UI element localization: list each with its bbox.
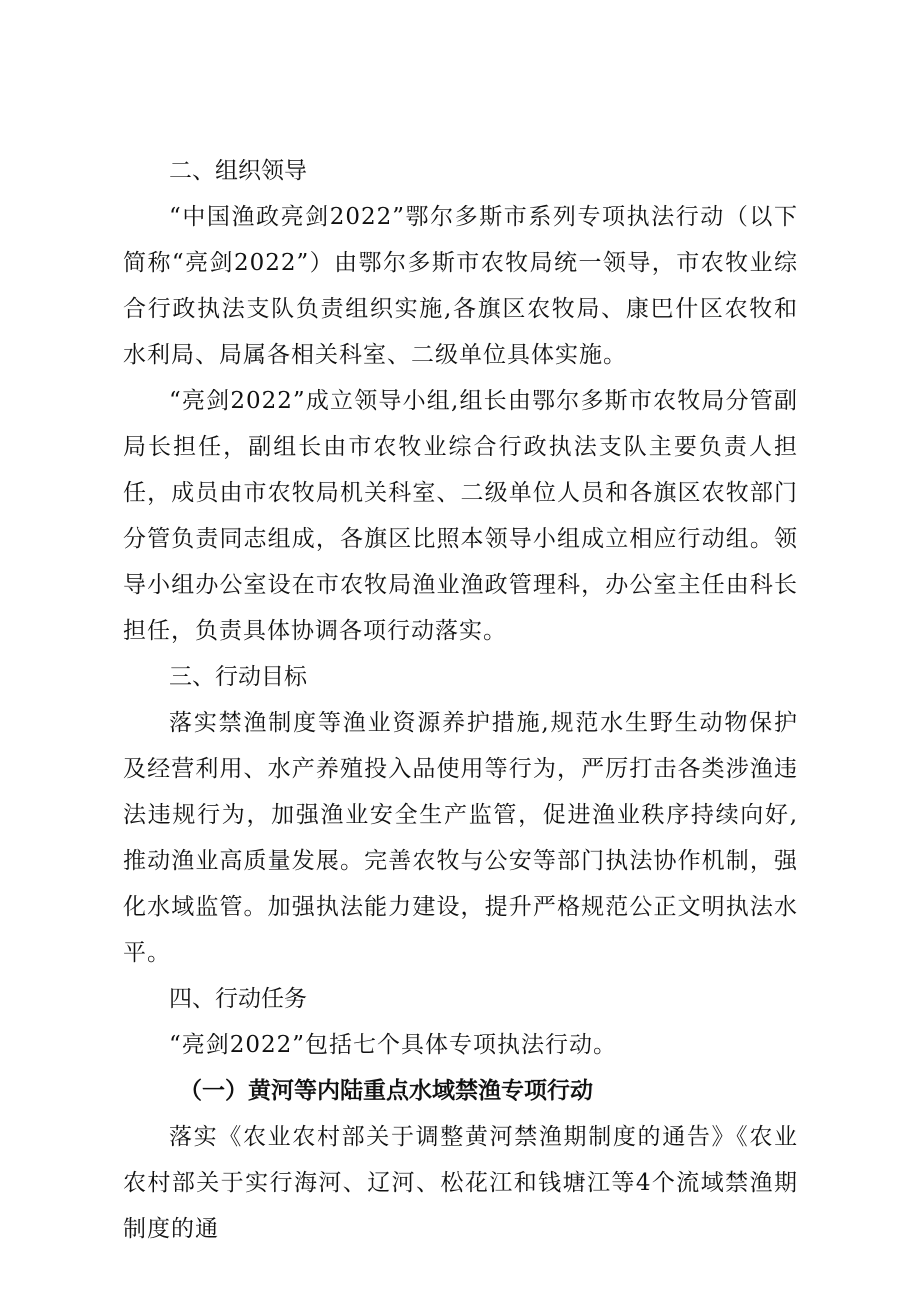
paragraph-leading-group: “亮剑2022”成立领导小组,组长由鄂尔多斯市农牧局分管副局长担任，副组长由市农牧业综合行政执法支队主要负责人担任，成员由市农牧局机关科室、二级单位人员和各旗区农牧部门分管负责同志组成，各旗区比照本领导小组成立相应行动组。领导小组办公室设在市农牧局渔业渔政管理科，办公室主任由科长担任，负责具体协调各项行动落实。 xyxy=(123,388,798,644)
paragraph-tasks-intro: “亮剑2022”包括七个具体专项执法行动。 xyxy=(169,1032,618,1058)
section-heading-tasks: 四、行动任务 xyxy=(169,986,307,1012)
document-body xyxy=(123,148,798,1252)
paragraph-leadership: “中国渔政亮剑2022”鄂尔多斯市系列专项执法行动（以下简称“亮剑2022”）由鄂尔多斯市农牧局统一领导，市农牧业综合行政执法支队负责组织实施,各旗区农牧局、康巴什区农牧和水利局、局属各相关科室、二级单位具体实施。 xyxy=(123,204,798,368)
section-heading-goals: 三、行动目标 xyxy=(169,664,307,690)
paragraph-goals: 落实禁渔制度等渔业资源养护措施,规范水生野生动物保护及经营利用、水产养殖投入品使用等行为，严厉打击各类涉渔违法违规行为，加强渔业安全生产监管，促进渔业秩序持续向好,推动渔业高质量发展。完善农牧与公安等部门执法协作机制，强化水域监管。加强执法能力建设，提升严格规范公正文明执法水平。 xyxy=(123,710,798,966)
paragraph-yellow-river: 落实《农业农村部关于调整黄河禁渔期制度的通告》《农业农村部关于实行海河、辽河、松花江和钱塘江等4个流域禁渔期制度的通 xyxy=(123,1124,798,1242)
section-heading-organization: 二、组织领导 xyxy=(169,158,307,184)
subsection-heading-yellow-river: （一）黄河等内陆重点水域禁渔专项行动 xyxy=(179,1078,593,1104)
